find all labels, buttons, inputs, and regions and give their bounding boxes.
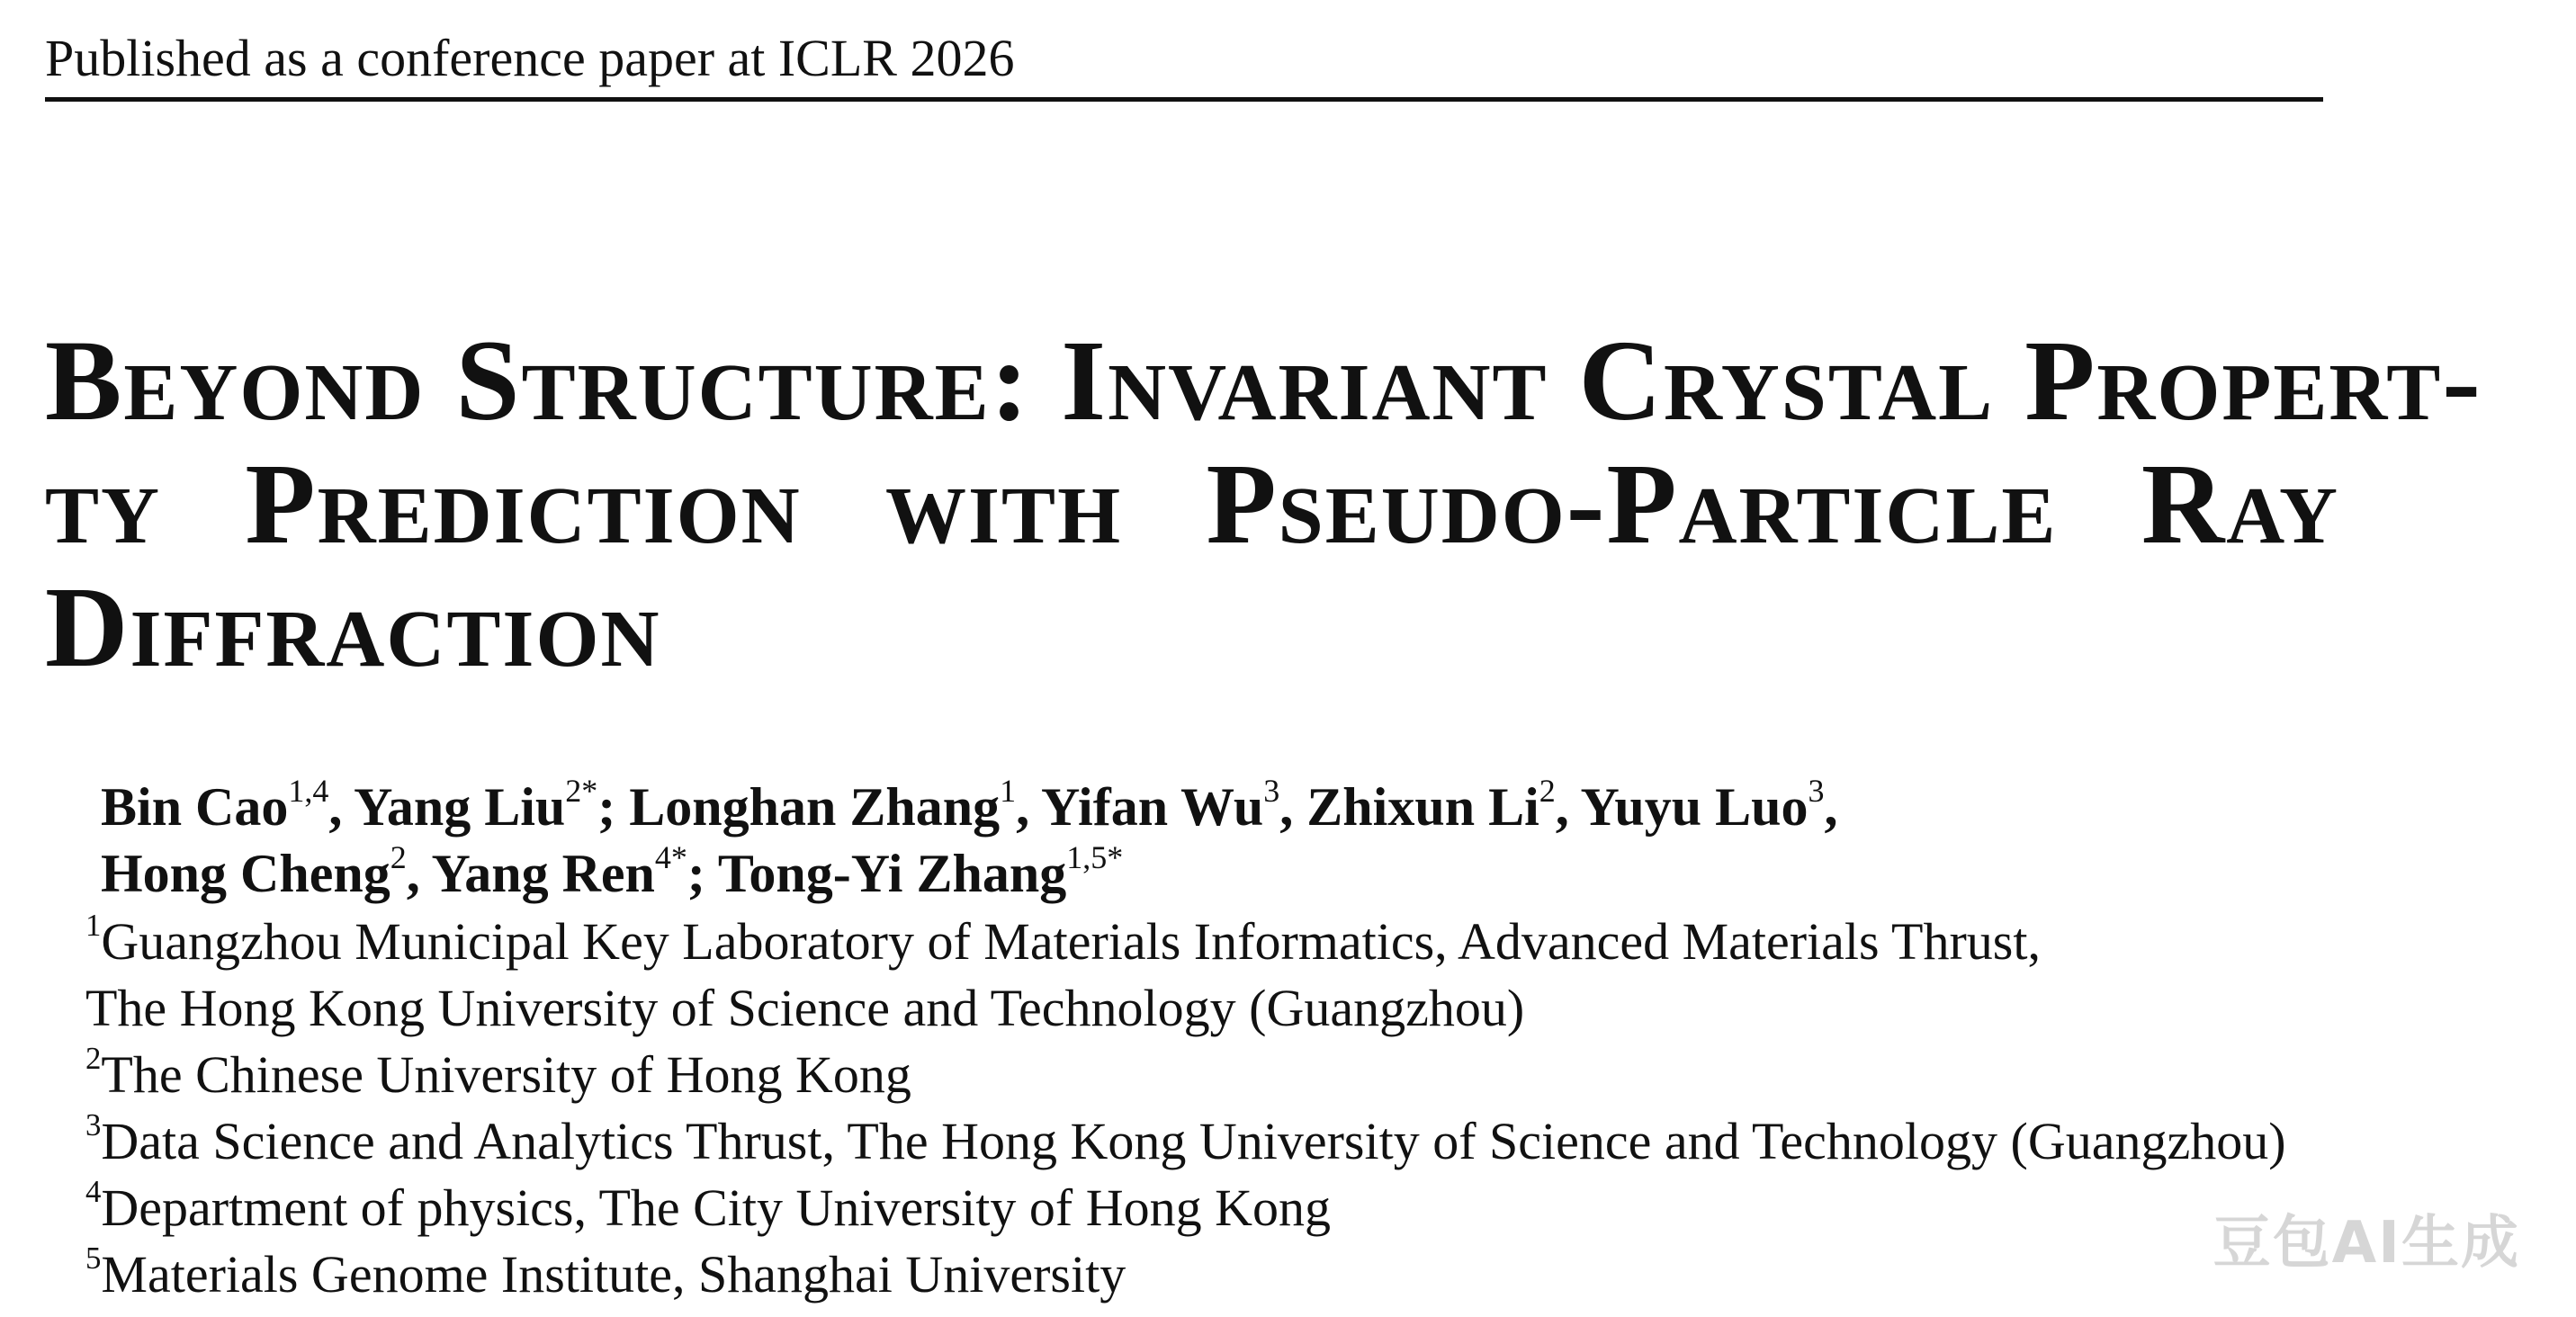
title-word: ty — [45, 440, 162, 568]
author-separator: , — [406, 844, 432, 903]
author-name: Yuyu Luo — [1580, 777, 1809, 837]
author-name: Hong Cheng — [101, 844, 390, 903]
author-name: Longhan Zhang — [629, 777, 1001, 837]
affiliation-line — [85, 909, 2286, 975]
title-line-2 — [45, 440, 2339, 568]
author-line-2 — [101, 840, 1838, 907]
affiliation-line — [85, 1175, 2286, 1241]
affiliation-text: The Chinese University of Hong Kong — [101, 1045, 911, 1104]
author-separator: , — [1016, 777, 1041, 837]
author-name: Yang Ren — [431, 844, 655, 903]
author-affiliation-marker: 4* — [654, 838, 687, 875]
author-separator: , — [1279, 777, 1307, 837]
ai-generated-watermark: 豆包AI生成 — [2212, 1210, 2520, 1277]
author-affiliation-marker: 2* — [565, 772, 598, 809]
author-affiliation-marker: 1,4 — [288, 772, 329, 809]
title-word: Prediction — [245, 440, 802, 568]
header-rule — [45, 97, 2323, 102]
author-affiliation-marker: 3 — [1263, 772, 1280, 809]
affiliation-text: The Hong Kong University of Science and Technology (Guangzhou) — [85, 979, 1525, 1037]
author-affiliation-marker: 1 — [1000, 772, 1017, 809]
author-name: Tong-Yi Zhang — [717, 844, 1067, 903]
venue-header: Published as a conference paper at ICLR 2026 — [45, 29, 1015, 87]
affiliation-text: Guangzhou Municipal Key Laboratory of Materials Informatics, Advanced Materials Thrust, — [101, 912, 2041, 971]
author-affiliation-marker: 3 — [1808, 772, 1825, 809]
affiliation-list — [85, 909, 2286, 1308]
author-name: Yifan Wu — [1040, 777, 1264, 837]
author-separator: , — [1555, 777, 1581, 837]
author-affiliation-marker: 2 — [1539, 772, 1556, 809]
title-word: Pseudo-Particle — [1206, 440, 2058, 568]
author-separator: ; — [597, 777, 630, 837]
author-list — [101, 774, 1838, 907]
affiliation-line — [85, 975, 2286, 1042]
title-line-3: Diffraction — [45, 563, 661, 691]
author-affiliation-marker: 2 — [390, 838, 407, 875]
affiliation-text: Materials Genome Institute, Shanghai University — [101, 1245, 1126, 1304]
title-word: with — [885, 440, 1123, 568]
author-name: Zhixun Li — [1306, 777, 1539, 837]
affiliation-line — [85, 1108, 2286, 1175]
author-separator: , — [1824, 777, 1838, 837]
author-name: Bin Cao — [101, 777, 289, 837]
affiliation-text: Data Science and Analytics Thrust, The Hong Kong University of Science and Technology (Guangzhou) — [101, 1112, 2286, 1170]
author-separator: , — [328, 777, 355, 837]
affiliation-number: 1 — [85, 908, 102, 944]
author-affiliation-marker: 1,5* — [1066, 838, 1124, 875]
paper-title — [45, 317, 2482, 691]
title-line-1: Beyond Structure: Invariant Crystal Propert- — [45, 317, 2482, 444]
author-line-1 — [101, 774, 1838, 840]
title-word: Ray — [2141, 440, 2339, 568]
affiliation-number: 5 — [85, 1241, 102, 1277]
author-separator: ; — [687, 844, 718, 903]
affiliation-line — [85, 1042, 2286, 1108]
affiliation-number: 4 — [85, 1174, 102, 1210]
affiliation-text: Department of physics, The City University of Hong Kong — [101, 1178, 1331, 1237]
affiliation-line — [85, 1241, 2286, 1308]
affiliation-number: 2 — [85, 1041, 102, 1077]
affiliation-number: 3 — [85, 1107, 102, 1143]
author-name: Yang Liu — [354, 777, 566, 837]
